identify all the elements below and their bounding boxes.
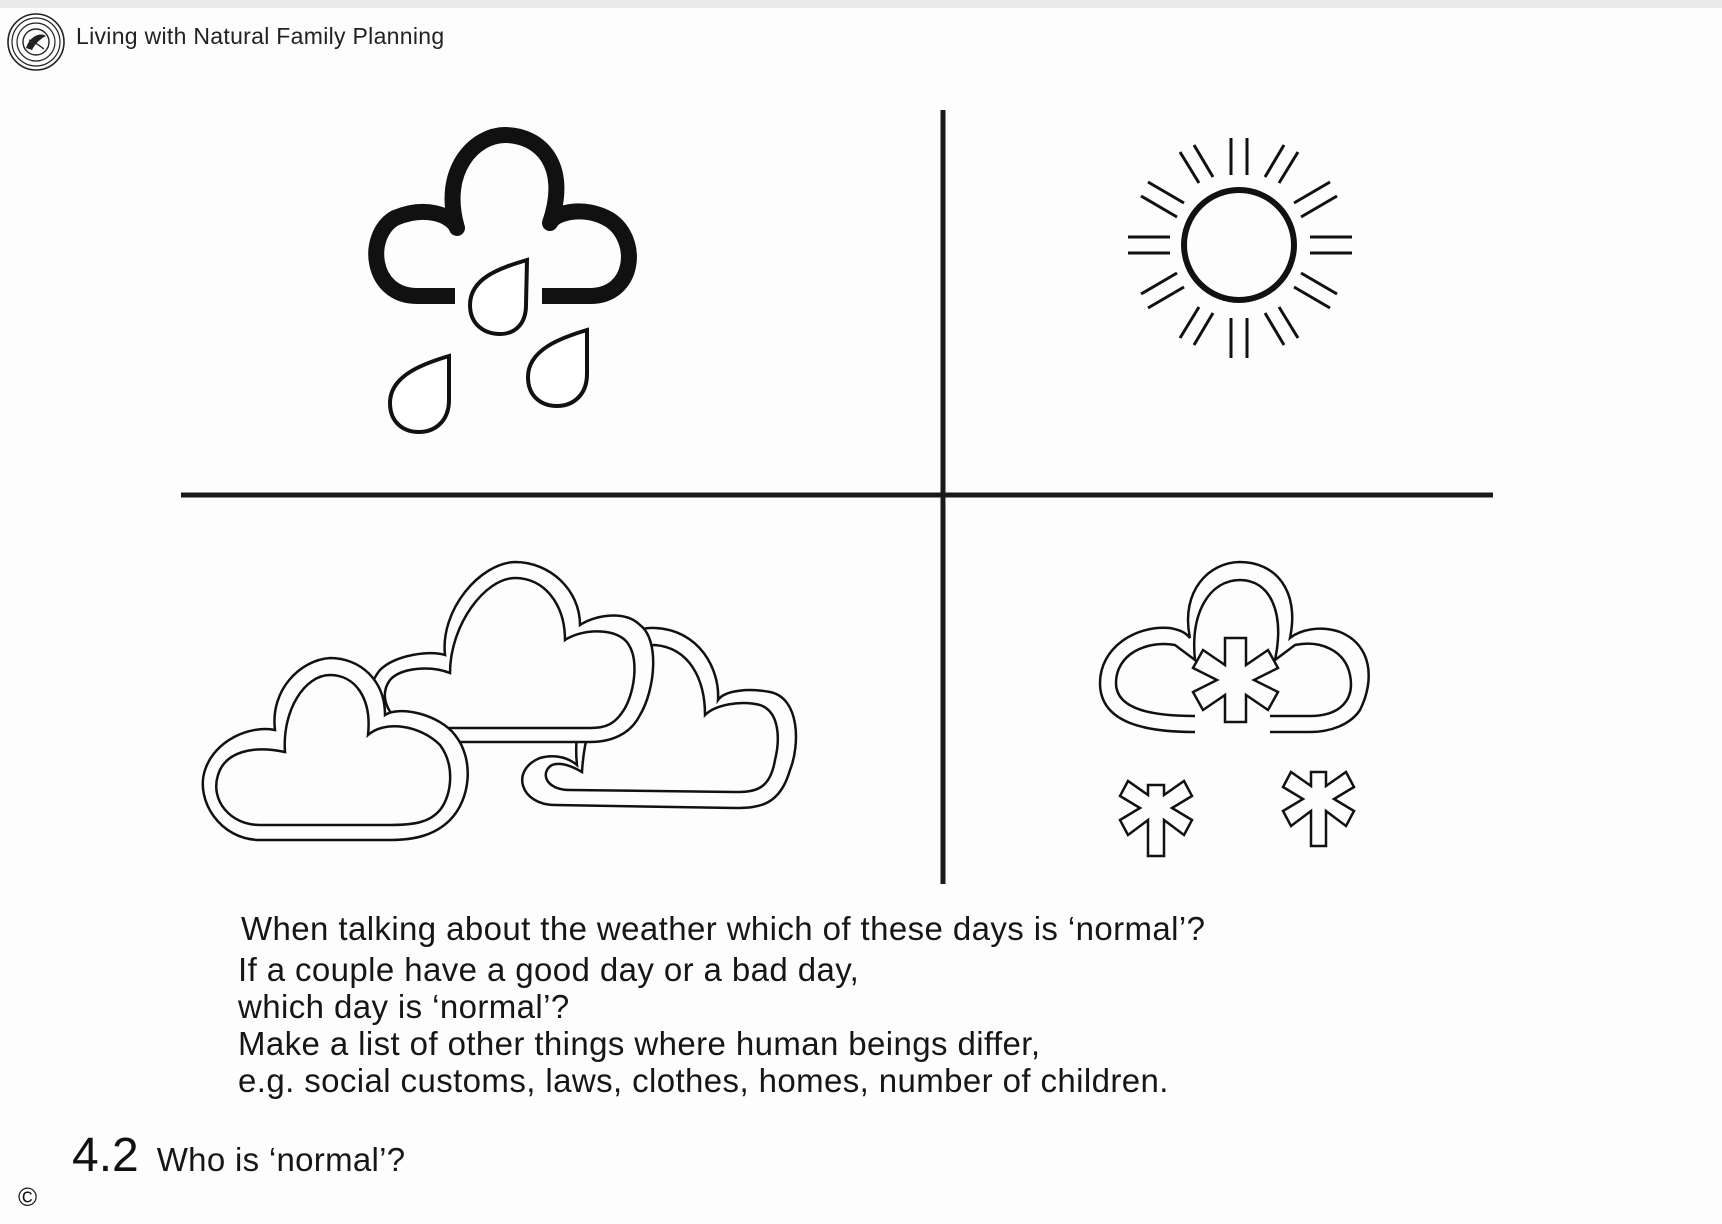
task-list-line-2: e.g. social customs, laws, clothes, homes, number of children. xyxy=(238,1062,1169,1099)
snow-cloud-icon xyxy=(1100,562,1369,856)
discussion-questions xyxy=(238,910,1438,1099)
question-weather: When talking about the weather which of these days is ‘normal’? xyxy=(241,910,1206,947)
task-list-line-1: Make a list of other things where human beings differ, xyxy=(238,1025,1041,1062)
rain-cloud-icon xyxy=(376,135,629,432)
publication-title: Living with Natural Family Planning xyxy=(76,22,445,49)
section-title: Who is ‘normal’? xyxy=(156,1141,406,1178)
overcast-clouds-icon xyxy=(203,562,796,840)
question-couple-line-2: which day is ‘normal’? xyxy=(238,988,570,1025)
sun-icon xyxy=(1128,138,1352,358)
section-number: 4.2 xyxy=(72,1129,139,1182)
section-heading xyxy=(72,1128,405,1183)
question-couple-line-1: If a couple have a good day or a bad day, xyxy=(238,951,860,988)
copyright-mark: © xyxy=(18,1182,38,1212)
